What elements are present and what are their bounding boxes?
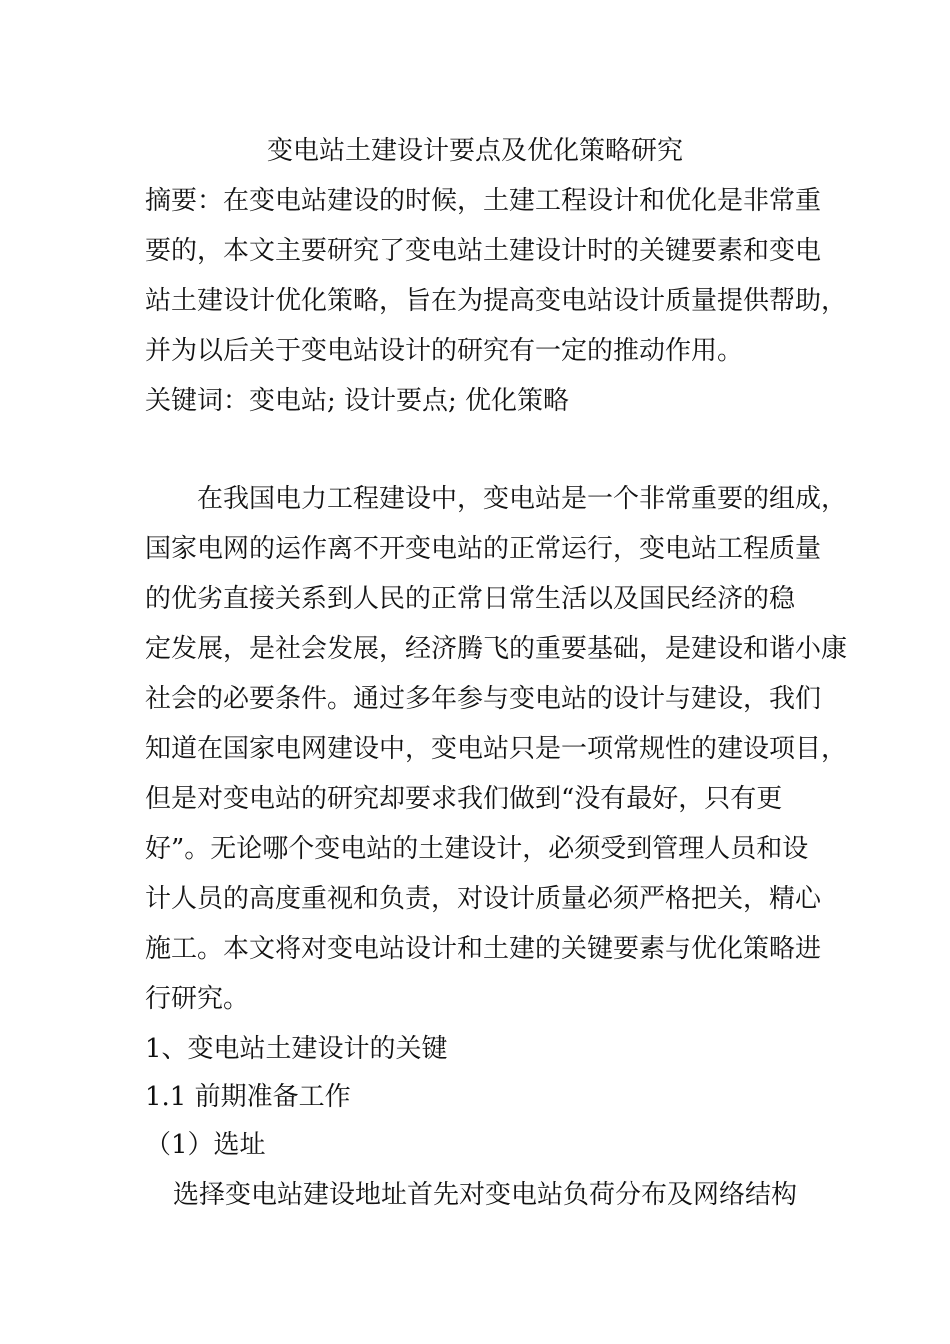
body-line: 行研究。 [145, 984, 250, 1014]
body-line: 好”。无论哪个变电站的土建设计，必须受到管理人员和设 [145, 834, 809, 864]
section-heading-text: 1、变电站土建设计的关键 [145, 1034, 448, 1064]
subsection-heading [145, 1072, 825, 1122]
abstract-line: 要的，本文主要研究了变电站土建设计时的关键要素和变电 [145, 236, 822, 266]
body-line: 在我国电力工程建设中，变电站是一个非常重要的组成， [197, 484, 848, 514]
paragraph-line: 选择变电站建设地址首先对变电站负荷分布及网络结构 [173, 1180, 798, 1210]
subsection-heading-text: 1.1 前期准备工作 [145, 1082, 351, 1112]
body-line: 但是对变电站的研究却要求我们做到“没有最好，只有更 [145, 784, 783, 814]
paragraph-start [145, 1170, 825, 1220]
body-line: 的优劣直接关系到人民的正常日常生活以及国民经济的稳 [145, 584, 796, 614]
body-line: 定发展，是社会发展，经济腾飞的重要基础，是建设和谐小康 [145, 634, 848, 664]
body-line: 计人员的高度重视和负责，对设计质量必须严格把关，精心 [145, 884, 822, 914]
item-heading [145, 1120, 825, 1170]
body-line: 国家电网的运作离不开变电站的正常运行，变电站工程质量 [145, 534, 822, 564]
keywords [145, 376, 825, 426]
body-paragraph [145, 474, 848, 1024]
body-line: 施工。本文将对变电站设计和土建的关键要素与优化策略进 [145, 934, 822, 964]
body-line: 社会的必要条件。通过多年参与变电站的设计与建设，我们 [145, 684, 822, 714]
document-title: 变电站土建设计要点及优化策略研究 [266, 136, 683, 166]
section-heading [145, 1024, 825, 1074]
keywords-line: 关键词：变电站; 设计要点; 优化策略 [145, 386, 570, 416]
abstract-line: 并为以后关于变电站设计的研究有一定的推动作用。 [145, 336, 744, 366]
abstract [145, 176, 848, 376]
abstract-line: 摘要：在变电站建设的时候，土建工程设计和优化是非常重 [145, 186, 822, 216]
abstract-line: 站土建设计优化策略，旨在为提高变电站设计质量提供帮助， [145, 286, 848, 316]
item-heading-text: （1）选址 [145, 1130, 266, 1160]
body-line: 知道在国家电网建设中，变电站只是一项常规性的建设项目， [145, 734, 848, 764]
